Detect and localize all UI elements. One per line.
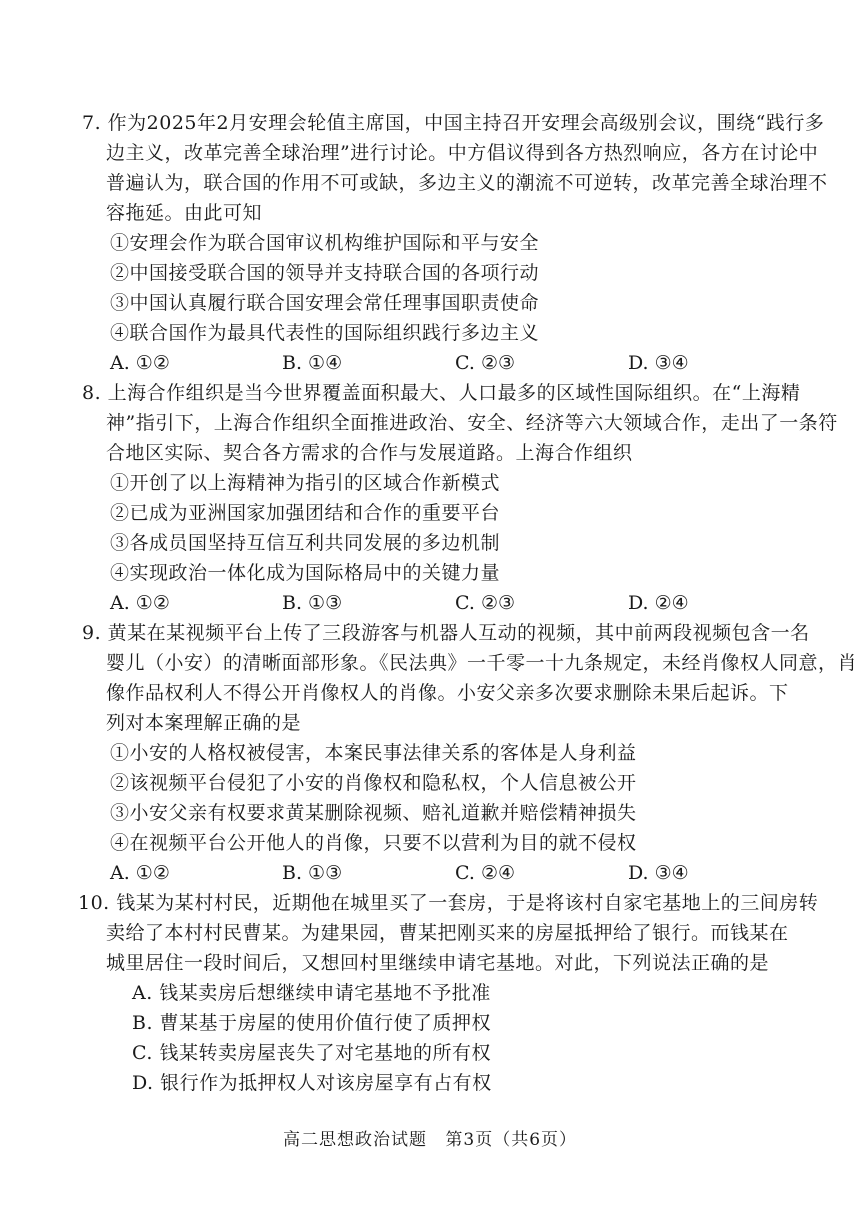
- choice-d: D. ②④: [628, 592, 689, 614]
- question-7: [0, 108, 860, 378]
- question-stem-line: 婴儿（小安）的清晰面部形象。《民法典》一千零一十九条规定，未经肖像权人同意，肖: [106, 652, 858, 674]
- question-stem-line: 7. 作为2025年2月安理会轮值主席国，中国主持召开安理会高级别会议，围绕“践行多: [82, 112, 825, 134]
- answer-option-b: B. 曹某基于房屋的使用价值行使了质押权: [132, 1012, 492, 1034]
- question-stem-line: 容拖延。由此可知: [106, 202, 263, 224]
- choice-c: C. ②④: [455, 862, 516, 884]
- statement: ②已成为亚洲国家加强团结和合作的重要平台: [110, 502, 501, 524]
- choice-d: D. ③④: [628, 862, 689, 884]
- statement: ①开创了以上海精神为指引的区域合作新模式: [110, 472, 501, 494]
- choice-b: B. ①③: [282, 592, 343, 614]
- answer-option-c: C. 钱某转卖房屋丧失了对宅基地的所有权: [132, 1042, 491, 1064]
- choice-a: A. ①②: [110, 592, 170, 614]
- choice-c: C. ②③: [455, 592, 516, 614]
- choice-c: C. ②③: [455, 352, 516, 374]
- statement: ④实现政治一体化成为国际格局中的关键力量: [110, 562, 501, 584]
- exam-content: [0, 108, 860, 1098]
- page-number: 第3页（共6页）: [445, 1130, 578, 1150]
- statement: ④联合国作为最具代表性的国际组织践行多边主义: [110, 322, 540, 344]
- question-stem-line: 像作品权利人不得公开肖像权人的肖像。小安父亲多次要求删除未果后起诉。下: [106, 682, 789, 704]
- statement: ③各成员国坚持互信互利共同发展的多边机制: [110, 532, 501, 554]
- answer-option-d: D. 银行作为抵押权人对该房屋享有占有权: [132, 1072, 492, 1094]
- question-stem-line: 卖给了本村村民曹某。为建果园，曹某把刚买来的房屋抵押给了银行。而钱某在: [106, 922, 789, 944]
- statement: ③小安父亲有权要求黄某删除视频、赔礼道歉并赔偿精神损失: [110, 802, 637, 824]
- choice-b: B. ①③: [282, 862, 343, 884]
- statement: ④在视频平台公开他人的肖像，只要不以营利为目的就不侵权: [110, 832, 637, 854]
- page-footer: [0, 1125, 860, 1150]
- exam-title: 高二思想政治试题: [282, 1130, 427, 1150]
- question-8: [0, 378, 860, 618]
- question-stem-line: 9. 黄某在某视频平台上传了三段游客与机器人互动的视频，其中前两段视频包含一名: [82, 622, 810, 644]
- question-stem-line: 合地区实际、契合各方需求的合作与发展道路。上海合作组织: [106, 442, 633, 464]
- choice-a: A. ①②: [110, 862, 170, 884]
- question-10: [0, 888, 860, 1098]
- answer-choices: [0, 858, 860, 888]
- question-9: [0, 618, 860, 888]
- choice-d: D. ③④: [628, 352, 689, 374]
- question-stem-line: 10. 钱某为某村村民，近期他在城里买了一套房，于是将该村自家宅基地上的三间房转: [78, 892, 819, 914]
- question-stem-line: 边主义，改革完善全球治理”进行讨论。中方倡议得到各方热烈响应，各方在讨论中: [106, 142, 819, 164]
- question-stem-line: 城里居住一段时间后，又想回村里继续申请宅基地。对此，下列说法正确的是: [106, 952, 770, 974]
- statement: ③中国认真履行联合国安理会常任理事国职责使命: [110, 292, 540, 314]
- statement: ②中国接受联合国的领导并支持联合国的各项行动: [110, 262, 540, 284]
- statement: ①小安的人格权被侵害，本案民事法律关系的客体是人身利益: [110, 742, 637, 764]
- statement: ①安理会作为联合国审议机构维护国际和平与安全: [110, 232, 540, 254]
- answer-choices: [0, 348, 860, 378]
- choice-b: B. ①④: [282, 352, 343, 374]
- question-stem-line: 普遍认为，联合国的作用不可或缺，多边主义的潮流不可逆转，改革完善全球治理不: [106, 172, 828, 194]
- question-stem-line: 神”指引下，上海合作组织全面推进政治、安全、经济等六大领域合作，走出了一条符: [106, 412, 838, 434]
- question-stem-line: 8. 上海合作组织是当今世界覆盖面积最大、人口最多的区域性国际组织。在“上海精: [82, 382, 801, 404]
- choice-a: A. ①②: [110, 352, 170, 374]
- statement: ②该视频平台侵犯了小安的肖像权和隐私权，个人信息被公开: [110, 772, 637, 794]
- question-stem-line: 列对本案理解正确的是: [106, 712, 302, 734]
- answer-choices: [0, 588, 860, 618]
- answer-option-a: A. 钱某卖房后想继续申请宅基地不予批准: [132, 982, 491, 1004]
